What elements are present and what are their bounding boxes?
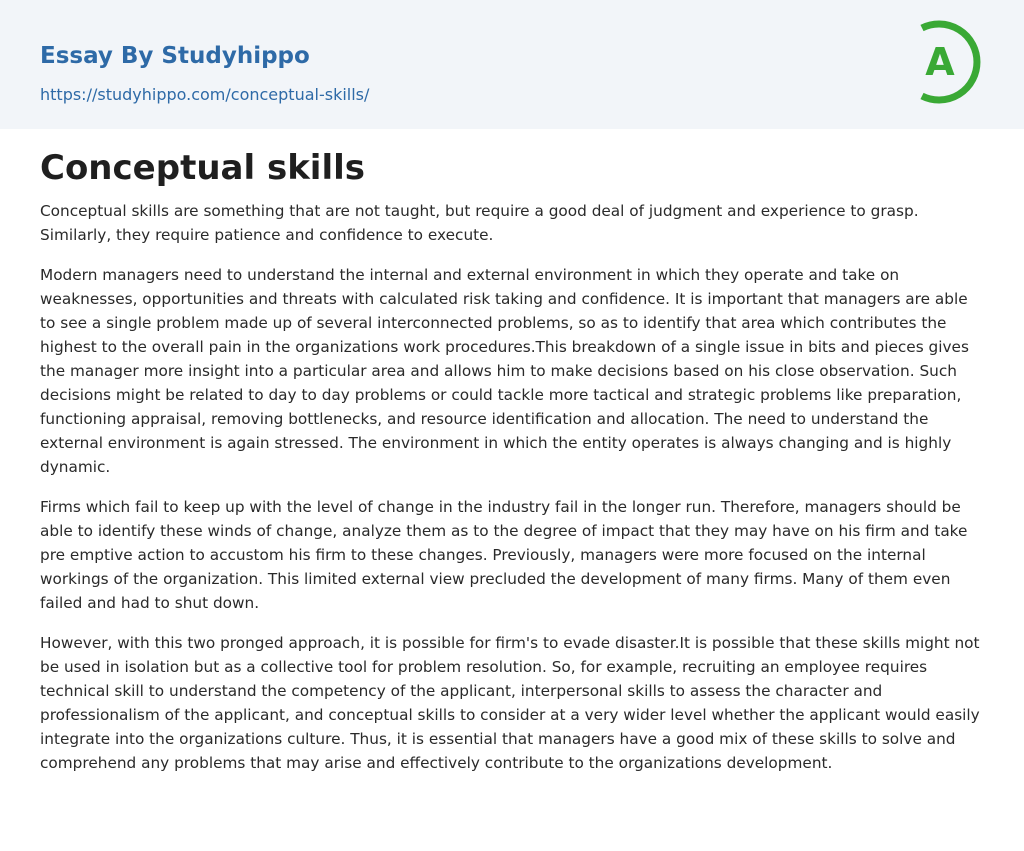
page-title: Conceptual skills <box>40 148 366 188</box>
paragraph-3: Firms which fail to keep up with the level of change in the industry fail in the longer run. Therefore, managers should be able to identify these winds of change, analyze them as to the degree of impact that they may have on his firm and take pre emptive action to accustom his firm to these changes. Previously, managers were more focused on the internal workings of the organization. This limited external view precluded the development of many firms. Many of them even failed and had to shut down. <box>40 498 968 612</box>
paragraph-4: However, with this two pronged approach, it is possible for firm's to evade disaster.It is possible that these skills might not be used in isolation but as a collective tool for problem resolution. So, for example, recruiting an employee requires technical skill to understand the competency of the applicant, interpersonal skills to assess the character and professionalism of the applicant, and conceptual skills to consider at a very wider level whether the applicant would easily integrate into the organizations culture. Thus, it is essential that managers have a good mix of these skills to solve and comprehend any problems that may arise and effectively contribute to the organizations development. <box>40 634 980 772</box>
site-header <box>0 0 1024 129</box>
studyhippo-logo[interactable] <box>912 18 986 106</box>
article-body <box>0 147 1024 775</box>
logo-letter: A <box>925 40 955 84</box>
article-url-link[interactable]: https://studyhippo.com/conceptual-skills/ <box>40 85 370 104</box>
brand-title: Essay By Studyhippo <box>40 43 310 69</box>
paragraph-2: Modern managers need to understand the internal and external environment in which they operate and take on weaknesses, opportunities and threats with calculated risk taking and confidence. It is important that managers are able to see a single problem made up of several interconnected problems, so as to identify that area which contributes the highest to the overall pain in the organizations work procedures.This breakdown of a single issue in bits and pieces gives the manager more insight into a particular area and allows him to make decisions based on his close observation. Such decisions might be related to day to day problems or could tackle more tactical and strategic problems like preparation, functioning appraisal, removing bottlenecks, and resource identification and allocation. The need to understand the external environment is again stressed. The environment in which the entity operates is always changing and is highly dynamic. <box>40 266 969 476</box>
paragraph-1: Conceptual skills are something that are not taught, but require a good deal of judgment and experience to grasp. Similarly, they require patience and confidence to execute. <box>40 202 919 244</box>
